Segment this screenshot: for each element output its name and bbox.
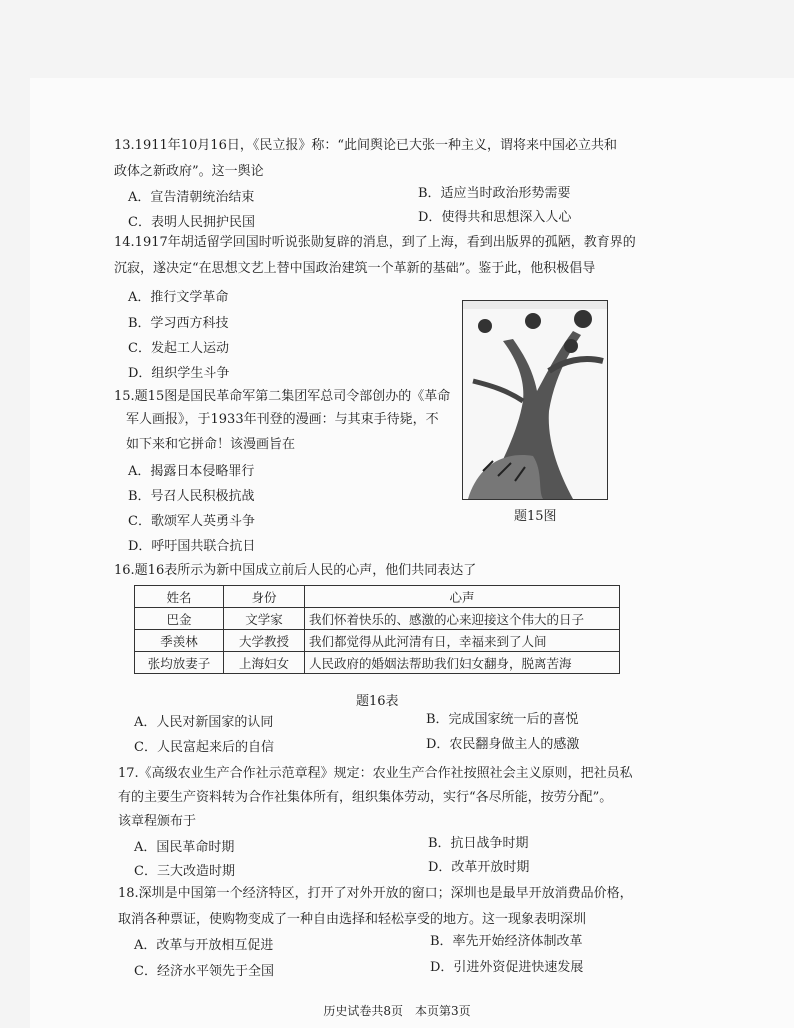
q16-table-caption: 题16表 xyxy=(356,694,399,709)
table-header-cell: 姓名 xyxy=(135,586,224,608)
q13-option-a: A．宣告清朝统治结束 xyxy=(128,190,255,205)
table-cell: 上海妇女 xyxy=(224,652,305,674)
q15-option-c: C．歌颂军人英勇斗争 xyxy=(128,514,255,529)
q17-option-b: B．抗日战争时期 xyxy=(428,836,529,851)
q17-line2: 有的主要生产资料转为合作社集体所有，组织集体劳动，实行“各尽所能，按劳分配”。 xyxy=(118,790,613,805)
q16-option-d: D．农民翻身做主人的感激 xyxy=(426,737,580,752)
q16-line1: 16.题16表所示为新中国成立前后人民的心声，他们共同表达了 xyxy=(114,563,477,578)
q18-option-b: B．率先开始经济体制改革 xyxy=(430,934,583,949)
table-header-cell: 心声 xyxy=(305,586,620,608)
table-cell: 我们怀着快乐的、感激的心来迎接这个伟大的日子 xyxy=(305,608,620,630)
q15-option-d: D．呼吁国共联合抗日 xyxy=(128,539,256,554)
table-cell: 文学家 xyxy=(224,608,305,630)
q16-option-a: A．人民对新国家的认同 xyxy=(134,715,274,730)
table-row xyxy=(135,608,620,630)
q14-option-c: C．发起工人运动 xyxy=(128,341,229,356)
table-cell: 季羡林 xyxy=(135,630,224,652)
q13-line2: 政体之新政府”。这一舆论 xyxy=(114,164,264,179)
q14-option-b: B．学习西方科技 xyxy=(128,316,229,331)
q15-figure-caption: 题15图 xyxy=(514,509,557,524)
q14-line2: 沉寂，遂决定“在思想文艺上替中国政治建筑一个革新的基础”。鉴于此，他积极倡导 xyxy=(114,261,596,276)
table-cell: 人民政府的婚姻法帮助我们妇女翻身，脱离苦海 xyxy=(305,652,620,674)
table-cell: 张均放妻子 xyxy=(135,652,224,674)
q14-line1: 14.1917年胡适留学回国时听说张勋复辟的消息，到了上海，看到出版界的孤陋，教育界的 xyxy=(114,235,636,250)
q18-option-c: C．经济水平领先于全国 xyxy=(134,964,274,979)
q15-cartoon-image xyxy=(462,300,608,500)
table-cell: 我们都觉得从此河清有日，幸福来到了人间 xyxy=(305,630,620,652)
table-row xyxy=(135,630,620,652)
q17-line1: 17.《高级农业生产合作社示范章程》规定：农业生产合作社按照社会主义原则，把社员私 xyxy=(118,766,633,781)
q14-option-d: D．组织学生斗争 xyxy=(128,366,230,381)
q18-line2: 取消各种票证，使购物变成了一种自由选择和轻松享受的地方。这一现象表明深圳 xyxy=(118,912,587,927)
q16-table xyxy=(134,585,620,674)
table-cell: 巴金 xyxy=(135,608,224,630)
q18-option-d: D．引进外资促进快速发展 xyxy=(430,960,584,975)
table-header-cell: 身份 xyxy=(224,586,305,608)
q13-option-c: C．表明人民拥护民国 xyxy=(128,215,255,230)
q13-line1: 13.1911年10月16日，《民立报》称：“此间舆论已大张一种主义，谓将来中国必立共和 xyxy=(114,138,617,153)
q18-line1: 18.深圳是中国第一个经济特区，打开了对外开放的窗口；深圳也是最早开放消费品价格， xyxy=(118,886,633,901)
q14-option-a: A．推行文学革命 xyxy=(128,290,229,305)
q17-option-d: D．改革开放时期 xyxy=(428,860,530,875)
q17-line3: 该章程颁布于 xyxy=(118,814,197,829)
q16-option-c: C．人民富起来后的自信 xyxy=(134,740,274,755)
q17-option-c: C．三大改造时期 xyxy=(134,864,235,879)
page-footer: 历史试卷共8页 本页第3页 xyxy=(323,1004,471,1018)
tree-tiger-drawing-icon xyxy=(463,301,607,499)
q15-line2: 军人画报》，于1933年刊登的漫画：与其束手待毙，不 xyxy=(126,412,439,427)
q17-option-a: A．国民革命时期 xyxy=(134,840,235,855)
q15-line1: 15.题15图是国民革命军第二集团军总司令部创办的《革命 xyxy=(114,389,451,404)
q16-option-b: B．完成国家统一后的喜悦 xyxy=(426,712,579,727)
q18-option-a: A．改革与开放相互促进 xyxy=(134,938,274,953)
q15-line3: 如下来和它拼命！该漫画旨在 xyxy=(126,437,296,452)
q15-option-b: B．号召人民积极抗战 xyxy=(128,489,255,504)
table-row xyxy=(135,652,620,674)
q13-option-d: D．使得共和思想深入人心 xyxy=(418,210,572,225)
table-cell: 大学教授 xyxy=(224,630,305,652)
q13-option-b: B．适应当时政治形势需要 xyxy=(418,186,571,201)
table-header-row xyxy=(135,586,620,608)
q15-option-a: A．揭露日本侵略罪行 xyxy=(128,464,255,479)
